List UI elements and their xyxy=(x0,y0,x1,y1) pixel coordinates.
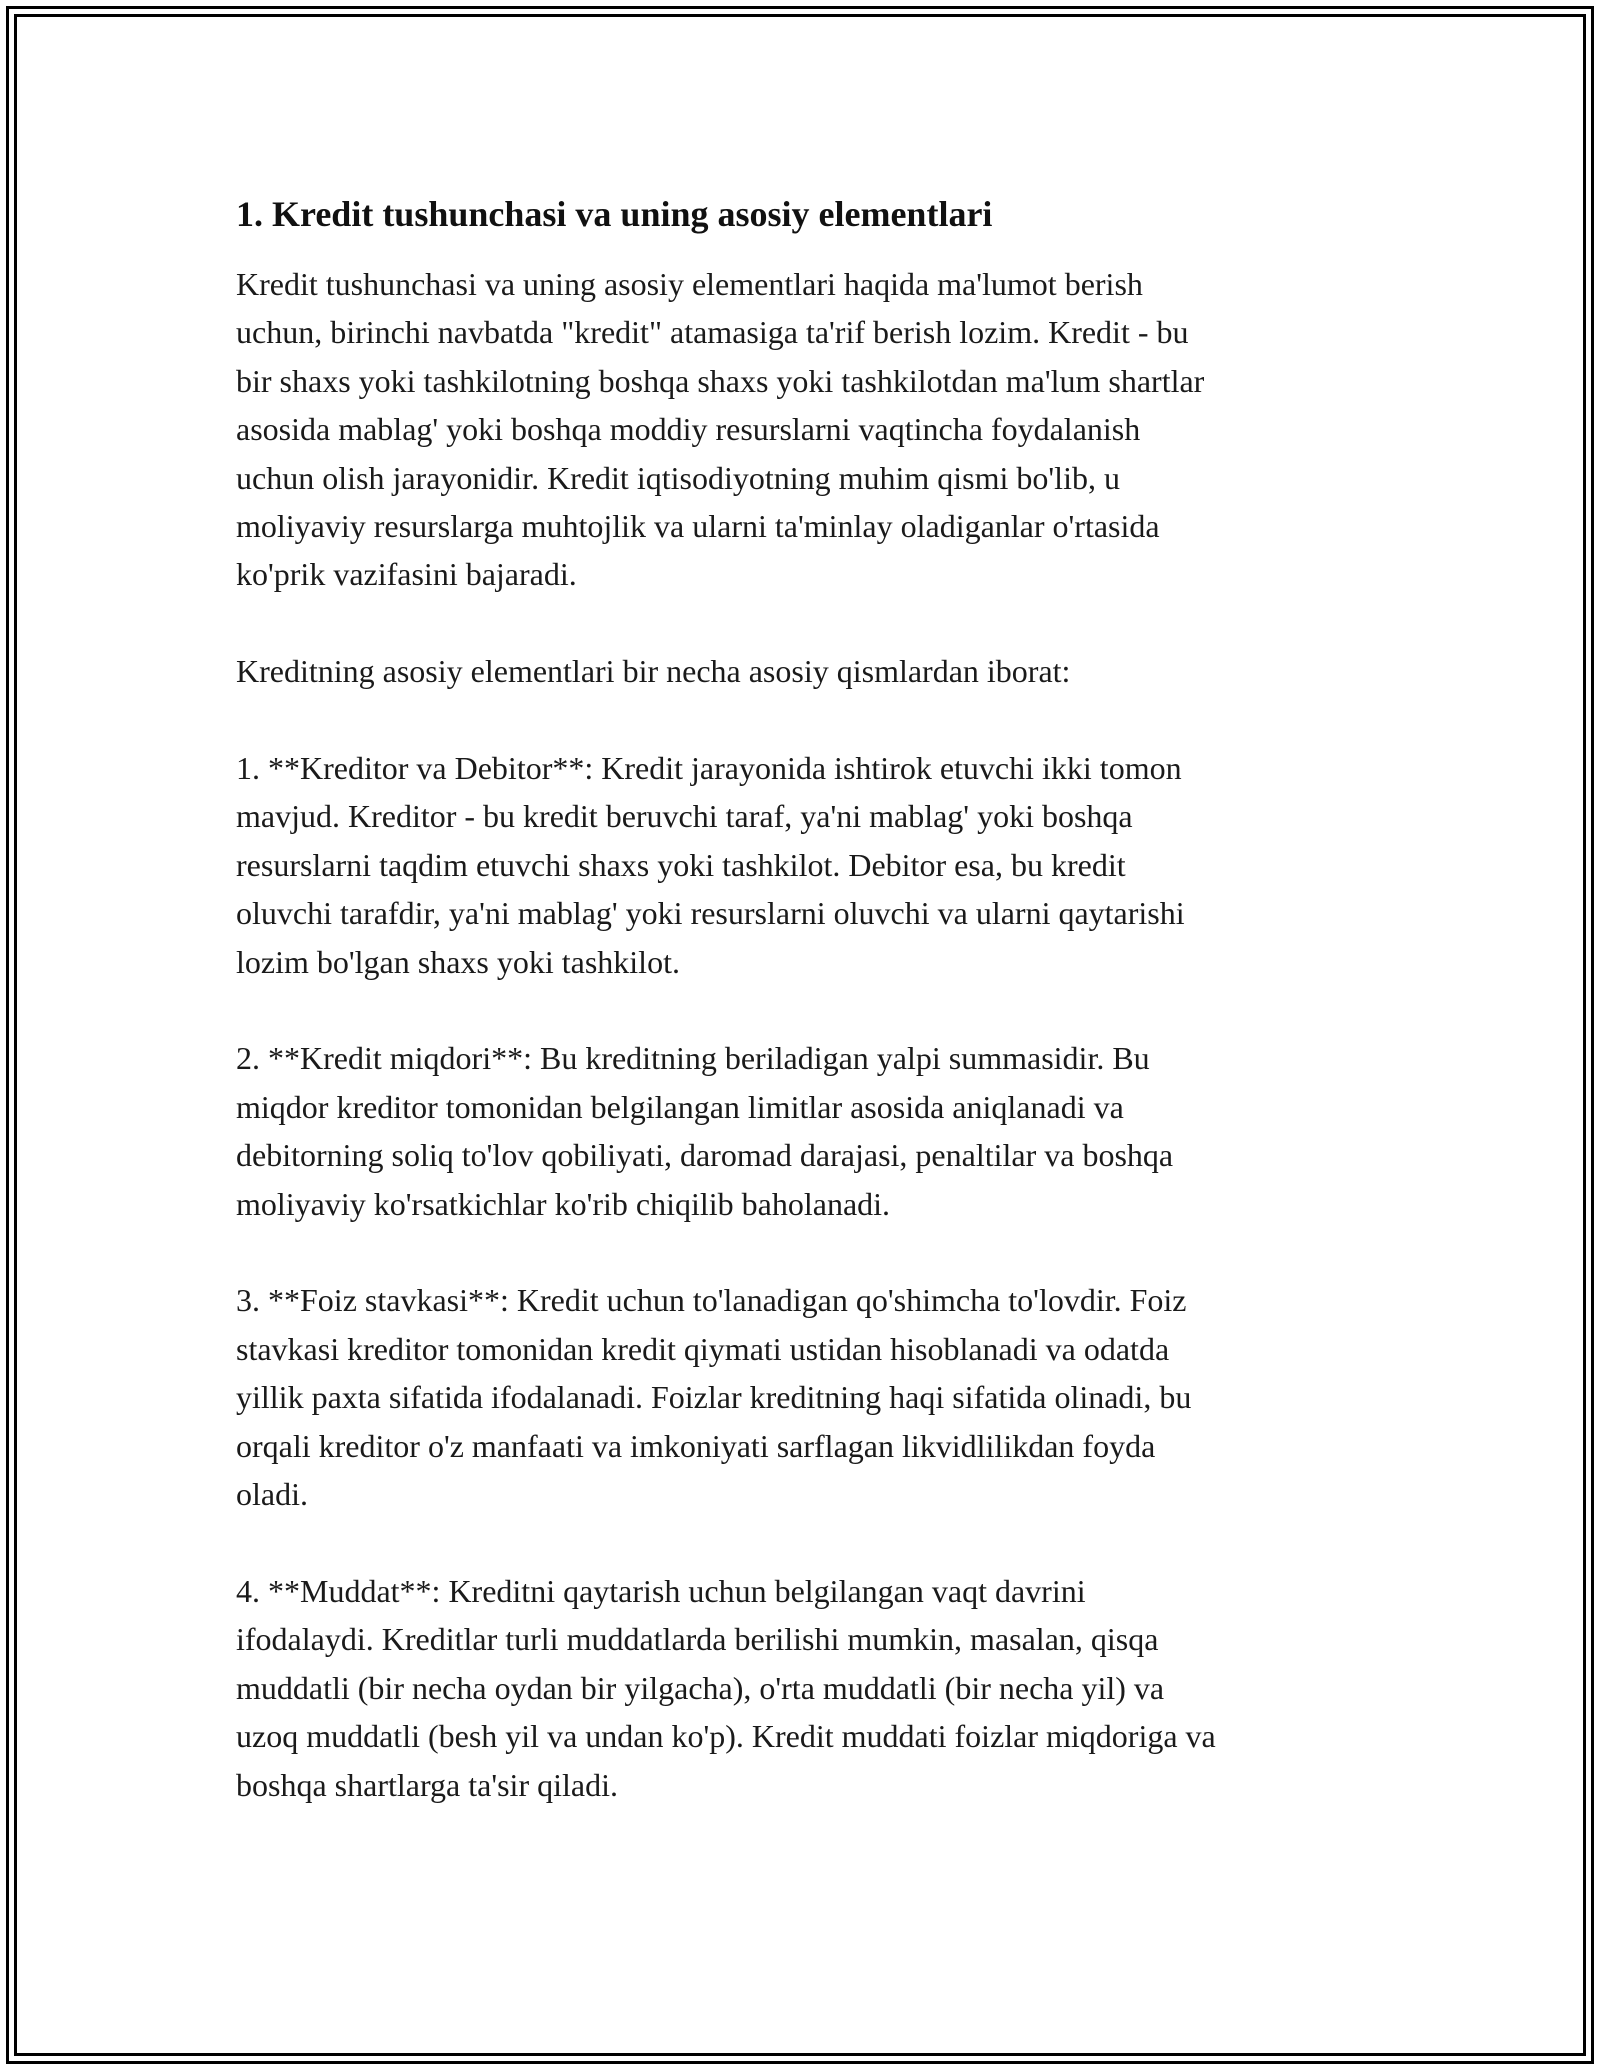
paragraph-spacer xyxy=(236,1228,1364,1276)
document-body xyxy=(236,188,1364,1809)
paragraph-spacer xyxy=(236,599,1364,647)
heading-spacer xyxy=(236,240,1364,260)
list-item-credit-amount: 2. **Kredit miqdori**: Bu kreditning beriladigan yalpi summasidir. Bu miqdor kreditor tomonidan belgilangan limitlar asosida aniqlanadi va debitorning soliq to'lov qobiliyati, daromad darajasi, penaltilar va boshqa moliyaviy ko'rsatkichlar ko'rib chiqilib baholanadi. xyxy=(236,1040,1174,1222)
list-item-term: 4. **Muddat**: Kreditni qaytarish uchun belgilangan vaqt davrini ifodalaydi. Kreditlar turli muddatlarda berilishi mumkin, masalan, qisqa muddatli (bir necha oydan bir yilgacha), o'rta muddatli (bir necha yil) va uzoq muddatli (besh yil va undan ko'p). Kredit muddati foizlar miqdoriga va boshqa shartlarga ta'sir qiladi. xyxy=(236,1572,1216,1803)
paragraph-spacer xyxy=(236,696,1364,744)
elements-lead-paragraph: Kreditning asosiy elementlari bir necha asosiy qismlardan iborat: xyxy=(236,653,1071,690)
paragraph-spacer xyxy=(236,986,1364,1034)
list-item-creditor-debtor: 1. **Kreditor va Debitor**: Kredit jarayonida ishtirok etuvchi ikki tomon mavjud. Kreditor - bu kredit beruvchi taraf, ya'ni mablag' yoki boshqa resurslarni taqdim etuvchi shaxs yoki tashkilot. Debitor esa, bu kredit oluvchi tarafdir, ya'ni mablag' yoki resurslarni oluvchi va ularni qaytarishi lozim bo'lgan shaxs yoki tashkilot. xyxy=(236,750,1185,980)
intro-paragraph: Kredit tushunchasi va uning asosiy elementlari haqida ma'lumot berish uchun, birinchi navbatda "kredit" atamasiga ta'rif berish lozim. Kredit - bu bir shaxs yoki tashkilotning boshqa shaxs yoki tashkilotdan ma'lum shartlar asosida mablag' yoki boshqa moddiy resurslarni vaqtincha foydalanish uchun olish jarayonidir. Kredit iqtisodiyotning muhim qismi bo'lib, u moliyaviy resurslarga muhtojlik va ularni ta'minlay oladiganlar o'rtasida ko'prik vazifasini bajaradi. xyxy=(236,266,1205,593)
paragraph-spacer xyxy=(236,1519,1364,1567)
list-item-interest-rate: 3. **Foiz stavkasi**: Kredit uchun to'lanadigan qo'shimcha to'lovdir. Foiz stavkasi kreditor tomonidan kredit qiymati ustidan hisoblanadi va odatda yillik paxta sifatida ifodalanadi. Foizlar kreditning haqi sifatida olinadi, bu orqali kreditor o'z manfaati va imkoniyati sarflagan likvidlilikdan foyda oladi. xyxy=(236,1282,1192,1513)
section-heading: 1. Kredit tushunchasi va uning asosiy elementlari xyxy=(236,194,993,234)
